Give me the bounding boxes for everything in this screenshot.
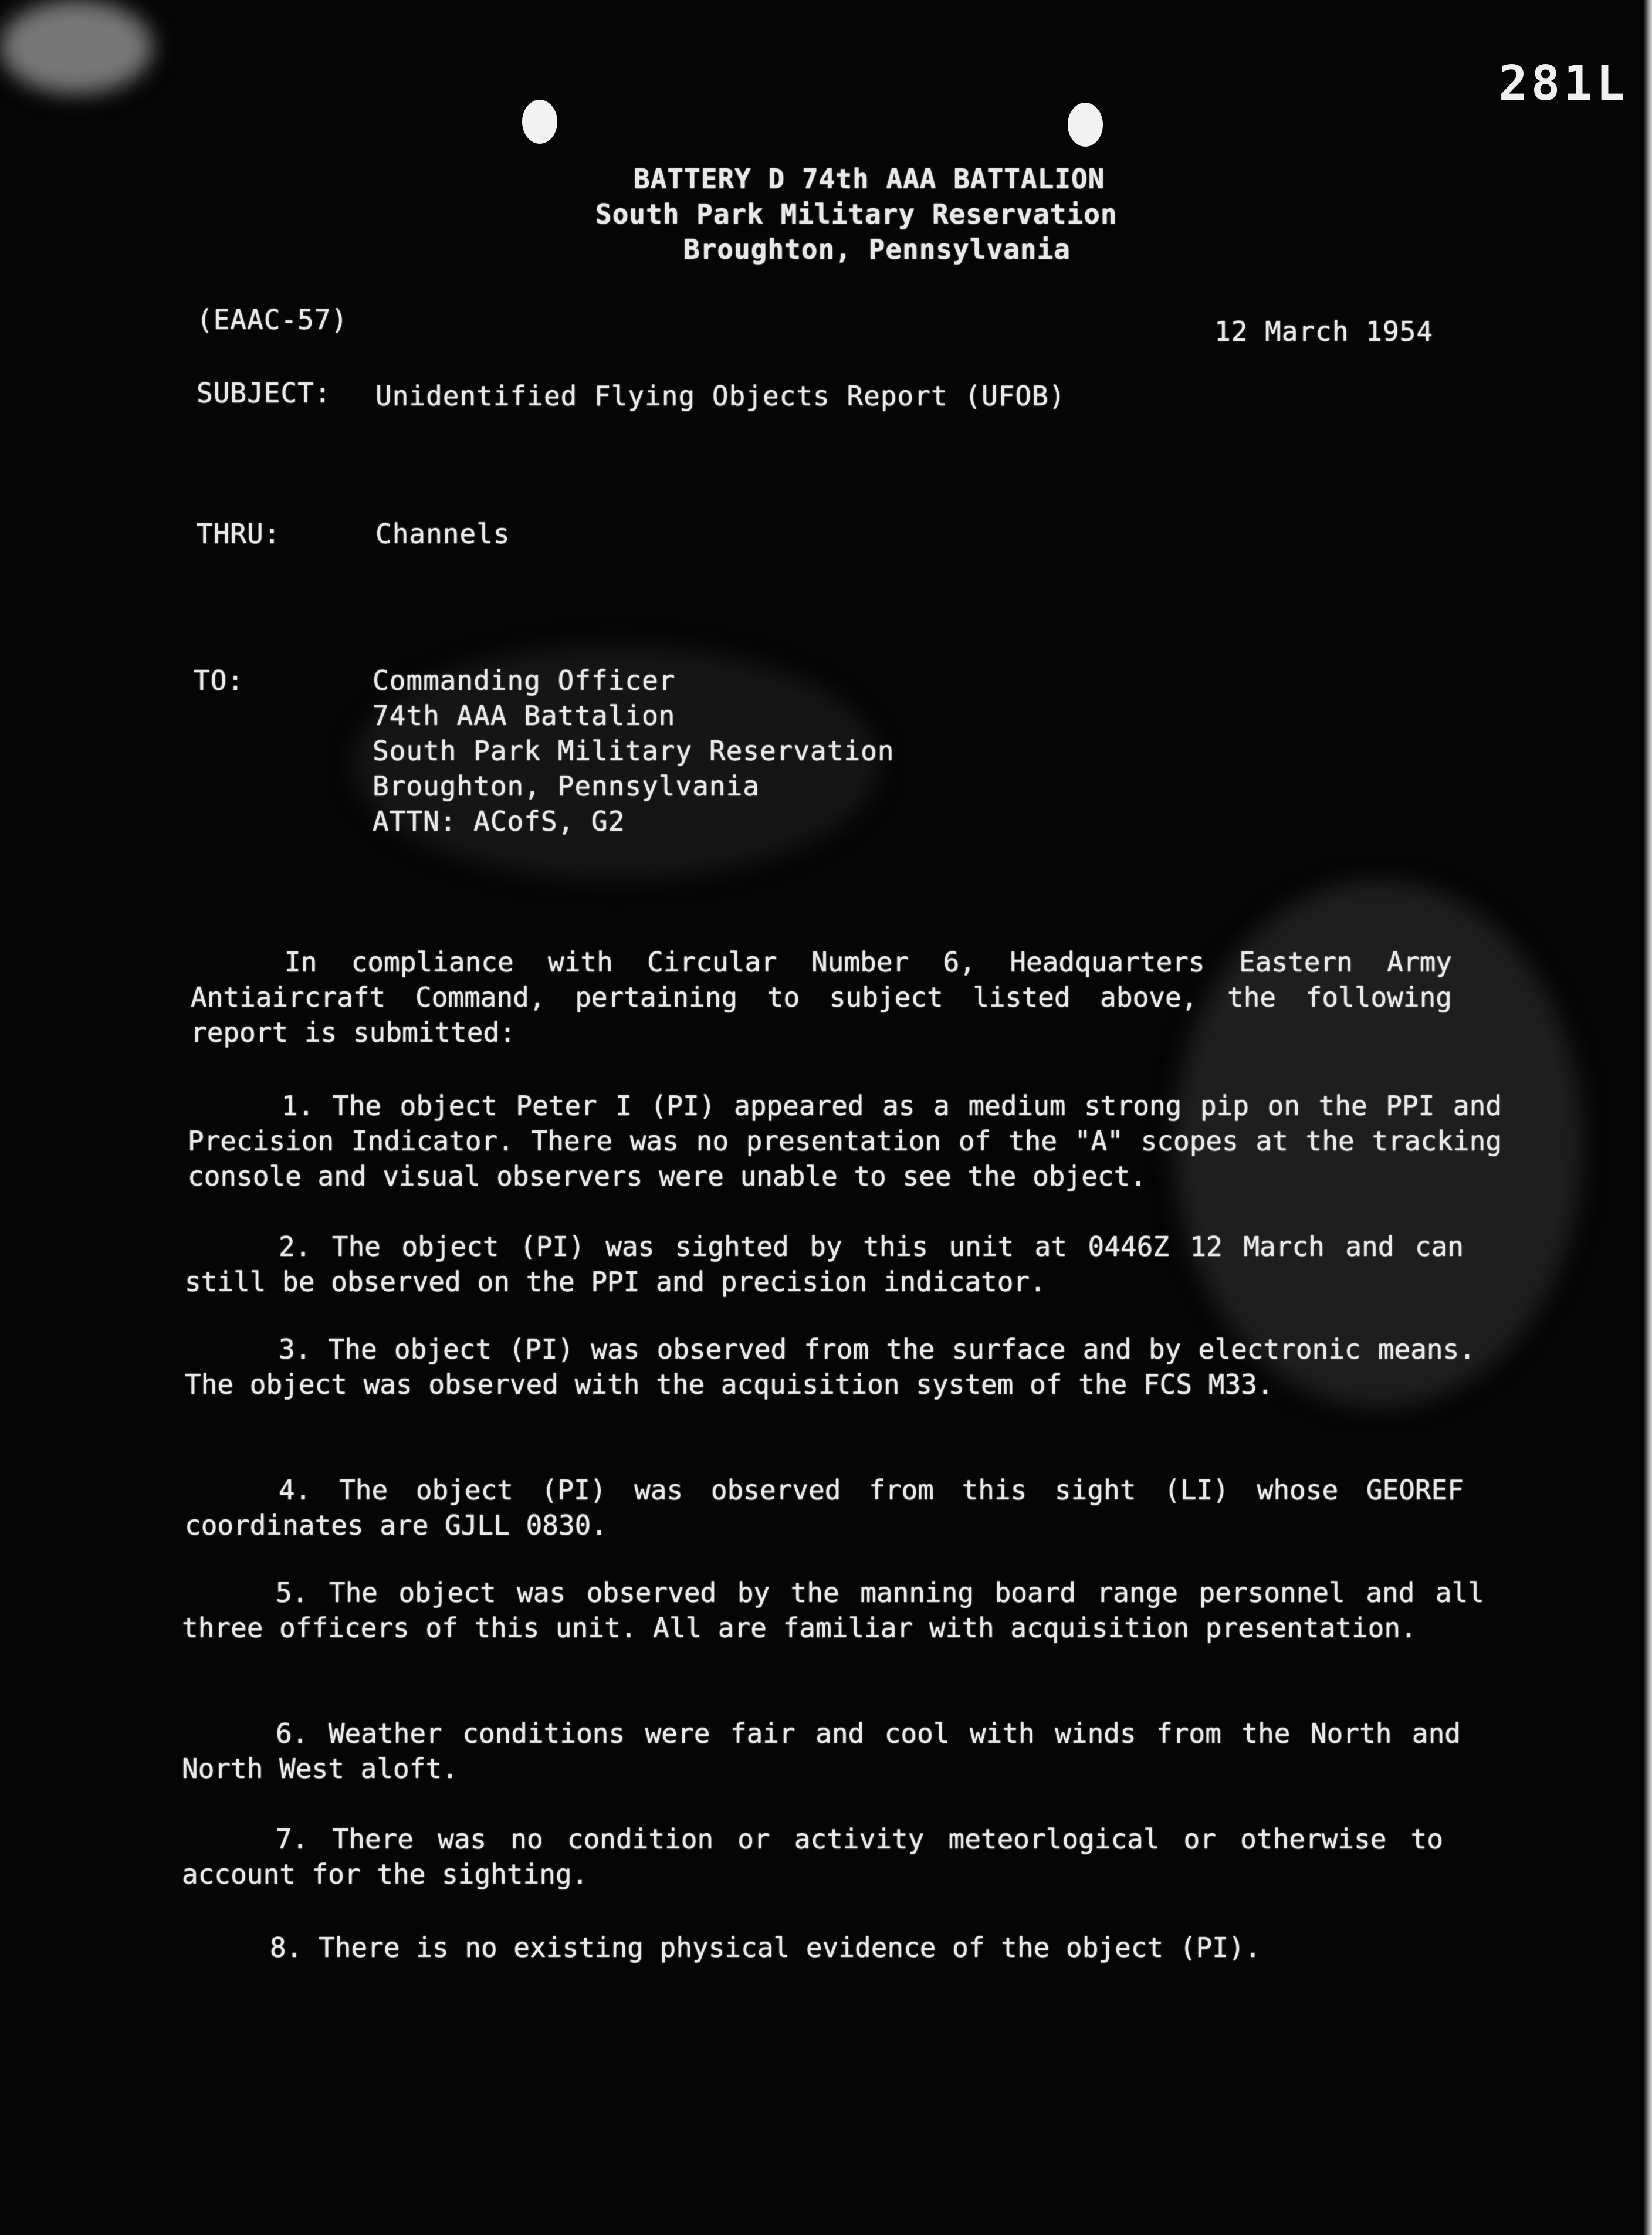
report-paragraph-7: 7. There was no condition or activity meteorlogical or otherwise to account for the sighting. (182, 1823, 1443, 1890)
to-line: Commanding Officer (373, 665, 676, 696)
to-line: Broughton, Pennsylvania (373, 770, 760, 802)
report-paragraph-5: 5. The object was observed by the manning board range personnel and all three officers of this unit. All are familiar with acquisition presentation. (182, 1577, 1484, 1644)
header-location: South Park Military Reservation (595, 198, 1118, 230)
thru-label: THRU: (197, 518, 281, 550)
header-city: Broughton, Pennsylvania (683, 233, 1071, 265)
to-line: ATTN: ACofS, G2 (373, 805, 625, 837)
document-date: 12 March 1954 (1214, 316, 1434, 347)
page-number: 281L (1498, 56, 1629, 111)
report-paragraph-6: 6. Weather conditions were fair and cool with winds from the North and North West aloft. (182, 1718, 1461, 1784)
report-paragraph-1: 1. The object Peter I (PI) appeared as a medium strong pip on the PPI and Precision Indicator. There was no presentation of the "A" scopes at the tracking console and visual observers were unable to see the object. (188, 1090, 1502, 1192)
report-paragraph-4: 4. The object (PI) was observed from this sight (LI) whose GEOREF coordinates are GJLL 0830. (185, 1474, 1464, 1541)
thru-text: Channels (375, 518, 510, 550)
report-paragraph-3: 3. The object (PI) was observed from the surface and by electronic means. The object was observed with the acquisition system of the FCS M33. (185, 1333, 1475, 1400)
to-line: 74th AAA Battalion (373, 700, 676, 732)
subject-text: Unidentified Flying Objects Report (UFOB) (375, 380, 1066, 412)
report-paragraph-2: 2. The object (PI) was sighted by this unit at 0446Z 12 March and can still be observed on the PPI and precision indicator. (185, 1231, 1464, 1298)
page-edge (1644, 0, 1652, 2235)
subject-label: SUBJECT: (197, 377, 331, 409)
header-unit: BATTERY D 74th AAA BATTALION (634, 163, 1105, 195)
punch-hole (1068, 103, 1103, 147)
intro-paragraph: In compliance with Circular Number 6, Headquarters Eastern Army Antiaircraft Command, pertaining to subject listed above, the following report is submitted: (191, 946, 1452, 1048)
report-paragraph-8: 8. There is no existing physical evidence of the object (PI). (270, 1932, 1261, 1963)
scan-blotch (0, 0, 153, 94)
file-reference: (EAAC-57) (197, 304, 348, 336)
punch-hole (522, 100, 557, 144)
to-label: TO: (194, 665, 245, 696)
to-line: South Park Military Reservation (373, 735, 895, 767)
